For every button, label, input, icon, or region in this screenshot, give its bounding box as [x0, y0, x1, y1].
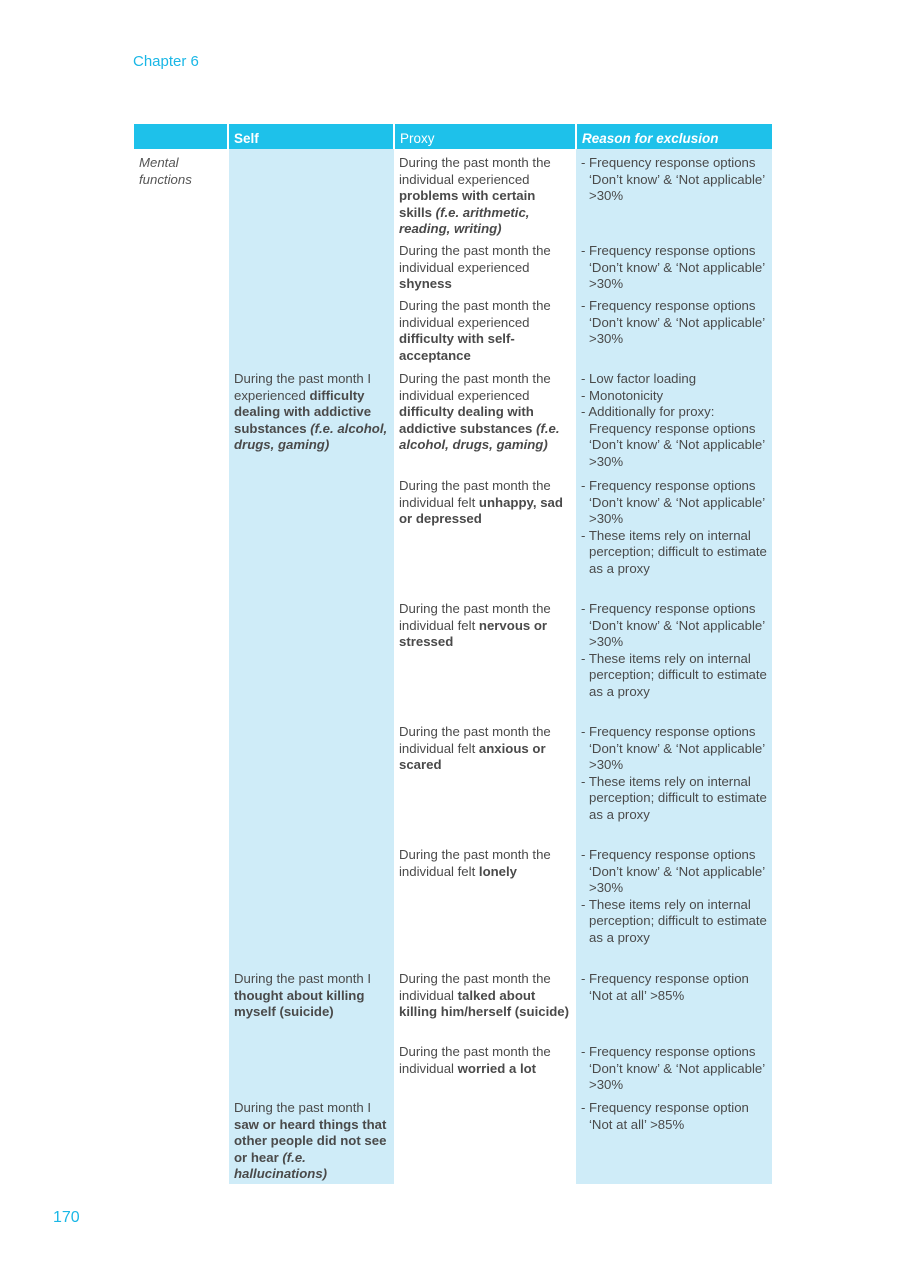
- reason-cell: - Frequency response options ‘Don’t know’ & ‘Not applicable’ >30% - These items rely on internal perception; difficult to estimate as a proxy: [576, 474, 772, 597]
- self-cell-empty: [228, 149, 394, 367]
- reason-cell: - Frequency response option ‘Not at all’ >85%: [576, 967, 772, 1040]
- proxy-item: During the past month the individual talked about killing him/herself (suicide): [394, 967, 576, 1040]
- proxy-item-empty: [394, 1096, 576, 1184]
- table-row: [134, 1096, 772, 1184]
- proxy-item: During the past month the individual experienced difficulty with self-acceptance: [394, 294, 576, 367]
- header-self: Self: [228, 124, 394, 149]
- domain-label: Mental functions: [139, 155, 192, 187]
- proxy-item: During the past month the individual experienced problems with certain skills (f.e. arithmetic, reading, writing): [394, 149, 576, 239]
- chapter-title: Chapter 6: [133, 53, 199, 70]
- proxy-item: During the past month the individual worried a lot: [394, 1040, 576, 1096]
- reason-cell: - Frequency response options ‘Don’t know’ & ‘Not applicable’ >30%: [576, 149, 772, 239]
- table-row: [134, 967, 772, 1040]
- exclusion-table: [134, 124, 772, 1184]
- reason-cell: - Frequency response options ‘Don’t know’ & ‘Not applicable’ >30%: [576, 294, 772, 367]
- proxy-item: During the past month the individual felt lonely: [394, 843, 576, 967]
- header-domain: [134, 124, 228, 149]
- table-row: [134, 149, 772, 239]
- self-item: During the past month I experienced difficulty dealing with addictive substances (f.e. alcohol, drugs, gaming): [228, 367, 394, 967]
- proxy-item: During the past month the individual felt anxious or scared: [394, 720, 576, 843]
- header-proxy: Proxy: [394, 124, 576, 149]
- reason-cell: - Low factor loading - Monotonicity - Additionally for proxy: Frequency response options ‘Don’t know’ & ‘Not applicable’ >30%: [576, 367, 772, 474]
- table-row: [134, 367, 772, 474]
- proxy-item: During the past month the individual felt nervous or stressed: [394, 597, 576, 720]
- reason-cell: - Frequency response options ‘Don’t know’ & ‘Not applicable’ >30% - These items rely on internal perception; difficult to estimate as a proxy: [576, 597, 772, 720]
- reason-cell: - Frequency response option ‘Not at all’ >85%: [576, 1096, 772, 1184]
- table-header-row: [134, 124, 772, 149]
- reason-cell: - Frequency response options ‘Don’t know’ & ‘Not applicable’ >30%: [576, 239, 772, 294]
- reason-cell: - Frequency response options ‘Don’t know’ & ‘Not applicable’ >30% - These items rely on internal perception; difficult to estimate as a proxy: [576, 720, 772, 843]
- domain-empty: [134, 367, 228, 1184]
- reason-cell: - Frequency response options ‘Don’t know’ & ‘Not applicable’ >30% - These items rely on internal perception; difficult to estimate as a proxy: [576, 843, 772, 967]
- proxy-item: During the past month the individual felt unhappy, sad or depressed: [394, 474, 576, 597]
- page-number: 170: [53, 1209, 80, 1226]
- proxy-item: During the past month the individual experienced shyness: [394, 239, 576, 294]
- self-item: During the past month I thought about killing myself (suicide): [228, 967, 394, 1096]
- reason-cell: - Frequency response options ‘Don’t know’ & ‘Not applicable’ >30%: [576, 1040, 772, 1096]
- self-item: During the past month I saw or heard things that other people did not see or hear (f.e. hallucinations): [228, 1096, 394, 1184]
- header-reason: Reason for exclusion: [576, 124, 772, 149]
- proxy-item: During the past month the individual experienced difficulty dealing with addictive substances (f.e. alcohol, drugs, gaming): [394, 367, 576, 474]
